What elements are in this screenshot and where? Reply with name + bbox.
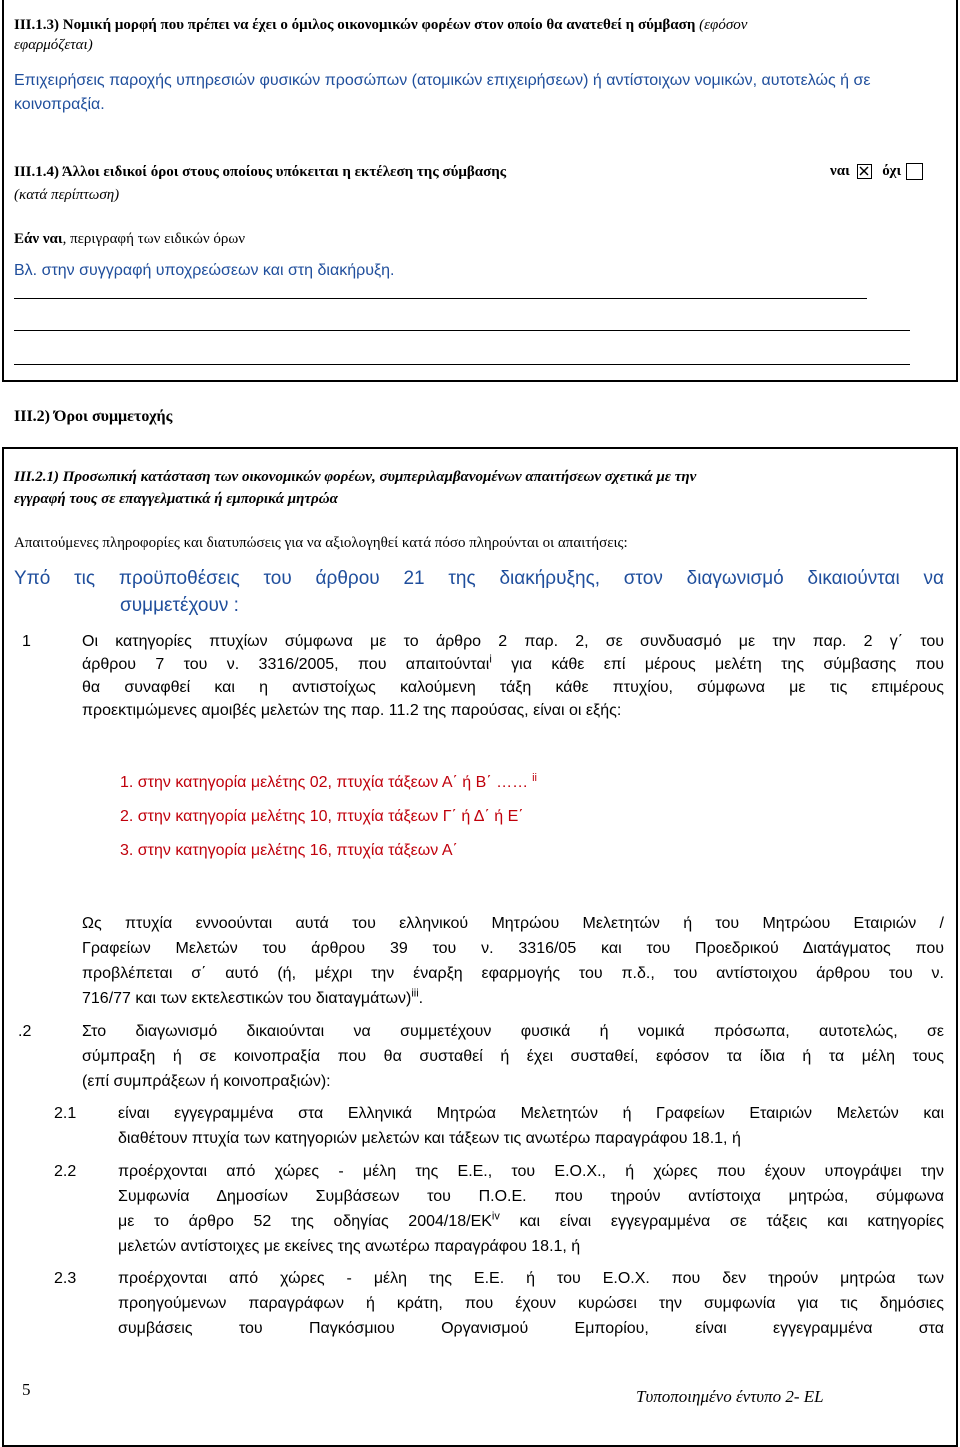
ptyxia-line-1: Ως πτυχία εννοούνται αυτά του ελληνικού Μητρώου Μελετητών ή του Μητρώου Εταιριών / (82, 915, 944, 932)
section-114-heading: ΙΙΙ.1.4) Άλλοι ειδικοί όροι στους οποίους υπόκειται η εκτέλεση της σύμβασης (14, 164, 507, 180)
sub-2-2-line-2: Συμφωνία Δημοσίων Συμβάσεων του Π.Ο.Ε. που τηρούν αντίστοιχα μητρώα, σύμφωνα (118, 1188, 944, 1205)
sub-2-3-line-3: συμβάσεις του Παγκόσμιου Οργανισμού Εμπορίου, είναι εγγεγραμμένα στα (118, 1320, 944, 1337)
page-number: 5 (22, 1380, 31, 1399)
category-item: 2. στην κατηγορία μελέτης 10, πτυχία τάξεων Γ΄ ή Δ΄ ή Ε΄ (120, 808, 524, 825)
no-checkbox[interactable] (906, 163, 923, 180)
sub-2-3-body (118, 1266, 944, 1341)
sub-2-3-line-2: προηγούμενων παραγράφων ή κράτη, που έχουν κυρώσει την συμφωνία για τις δημόσιες (118, 1295, 944, 1312)
sub-2-3-line-1: προέρχονται από χώρες - μέλη της Ε.Ε. ή του Ε.Ο.Χ. που δεν τηρούν μητρώα των (118, 1270, 944, 1287)
ptyxia-line-4: 716/77 και των εκτελεστικών του διαταγμάτων)$^{iii}$. (82, 987, 424, 1007)
section-113-note-a: (εφόσον (699, 17, 748, 33)
sub-2-2-line-1: προέρχονται από χώρες - μέλη της Ε.Ε., του Ε.Ο.Χ., ή χώρες που έχουν υπογράψει την (118, 1163, 944, 1180)
section-321-heading-b: εγγραφή τους σε επαγγελματικά ή εμπορικά μητρώα (14, 491, 338, 507)
sub-2-1-body (118, 1101, 944, 1151)
no-label: όχι (882, 163, 902, 179)
para-2-line-1: Στο διαγωνισμό δικαιούνται να συμμετέχουν φυσικά ή νομικά πρόσωπα, αυτοτελώς, σε (82, 1023, 944, 1040)
section-113-heading (14, 15, 944, 55)
sub-2-3-number: 2.3 (54, 1270, 77, 1287)
para-1-line-4: προεκτιμώμενες αμοιβές μελετών της παρ. 11.2 της παρούσας, είναι οι εξής: (82, 702, 622, 719)
ptyxia-definition (82, 911, 944, 1011)
section-321-heading (14, 466, 944, 510)
section-114-sub: (κατά περίπτωση) (14, 187, 120, 203)
eligibility-intro-b: συμμετέχουν : (120, 595, 239, 616)
special-terms-label (14, 229, 245, 249)
sub-2-2-line-4: μελετών αντίστοιχες με εκείνες της ανωτέρω παραγράφου 18.1, ή (118, 1238, 581, 1255)
para-1-body (82, 630, 944, 722)
para-1-number: 1 (22, 633, 31, 650)
para-1-line-2: άρθρου 7 του ν. 3316/2005, που απαιτούνται$^i$ για κάθε επί μέρους μελέτη της σύμβασης που (82, 653, 944, 673)
yes-checkbox[interactable] (857, 164, 872, 179)
sub-2-2-number: 2.2 (54, 1163, 77, 1180)
section-113-title: ΙΙΙ.1.3) Νομική μορφή που πρέπει να έχει ο όμιλος οικονομικών φορέων στον οποίο θα ανατεθεί η σύμβαση (14, 17, 696, 33)
form-name: Τυποποιημένο έντυπο 2- EL (636, 1387, 824, 1406)
answer-line-3 (14, 364, 910, 365)
section-box-top (2, 0, 958, 382)
sub-2-2-body (118, 1159, 944, 1259)
sub-2-1-line-2: διαθέτουν πτυχία των κατηγοριών μελετών και τάξεων τις ανωτέρω παραγράφου 18.1, ή (118, 1130, 741, 1147)
special-terms-answer: Βλ. στην συγγραφή υποχρεώσεων και στη διακήρυξη. (14, 262, 395, 279)
para-2-number: .2 (18, 1023, 32, 1040)
eligibility-intro-a: Υπό τις προϋποθέσεις του άρθρου 21 της διακήρυξης, στον διαγωνισμό δικαιούνται να (14, 568, 944, 589)
ptyxia-line-3: προβλέπεται σ΄ αυτό (ή, μέχρι την έναρξη εφαρμογής του π.δ., του αντίστοιχου άρθρου του ν. (82, 965, 944, 982)
category-item: 1. στην κατηγορία μελέτης 02, πτυχία τάξεων Α΄ ή Β΄ …… $^{ii}$ (120, 771, 537, 791)
para-2-line-2: σύμπραξη ή σε κοινοπραξία που θα συσταθεί ή έχει συσταθεί, εφόσον τα ίδια ή τα μέλη τους (82, 1048, 944, 1065)
category-item: 3. στην κατηγορία μελέτης 16, πτυχία τάξεων Α΄ (120, 842, 458, 859)
para-1-line-3: θα συναφθεί και η αντιστοίχως καλούμενη τάξη κάθε πτυχίου, σύμφωνα με τις επιμέρους (82, 679, 944, 696)
para-2-body (82, 1019, 944, 1094)
section-321-heading-a: ΙΙΙ.2.1) Προσωπική κατάσταση των οικονομικών φορέων, συμπεριλαμβανομένων απαιτήσεων σχετικά με την (14, 469, 697, 485)
sub-2-1-line-1: είναι εγγεγραμμένα στα Ελληνικά Μητρώα Μελετητών ή Γραφείων Εταιριών Μελετών και (118, 1105, 944, 1122)
yes-no-options (830, 161, 923, 181)
answer-line-1 (14, 298, 867, 299)
description-label: , περιγραφή των ειδικών όρων (62, 231, 246, 247)
para-2-line-3: (επί συμπράξεων ή κοινοπραξιών): (82, 1073, 331, 1090)
section-113-answer: Επιχειρήσεις παροχής υπηρεσιών φυσικών προσώπων (ατομικών επιχειρήσεων) ή αντίστοιχων νομικών, αυτοτελώς ή σε κοινοπραξία. (14, 72, 871, 113)
section-113-note-b: εφαρμόζεται) (14, 37, 93, 53)
sub-2-1-number: 2.1 (54, 1105, 77, 1122)
check-x-icon (858, 165, 870, 177)
if-yes-label: Εάν ναι (14, 231, 63, 247)
sub-2-2-line-3: με το άρθρο 52 της οδηγίας 2004/18/ΕΚ$^{iv}$ και είναι εγγεγραμμένα σε τάξεις και κατηγορίες (118, 1210, 944, 1230)
yes-label: ναι (830, 163, 850, 179)
ptyxia-line-2: Γραφείων Μελετών του άρθρου 39 του ν. 3316/05 και του Προεδρικού Διατάγματος που (82, 940, 944, 957)
answer-line-2 (14, 330, 910, 331)
required-info-label: Απαιτούμενες πληροφορίες και διατυπώσεις για να αξιολογηθεί κατά πόσο πληρούνται οι απαιτήσεις: (14, 535, 628, 551)
para-1-line-1: Οι κατηγορίες πτυχίων σύμφωνα με το άρθρο 2 παρ. 2, σε συνδυασμό με την παρ. 2 γ΄ του (82, 633, 944, 650)
section-32-title: ΙΙΙ.2) Όροι συμμετοχής (14, 408, 173, 425)
category-list (120, 771, 537, 873)
